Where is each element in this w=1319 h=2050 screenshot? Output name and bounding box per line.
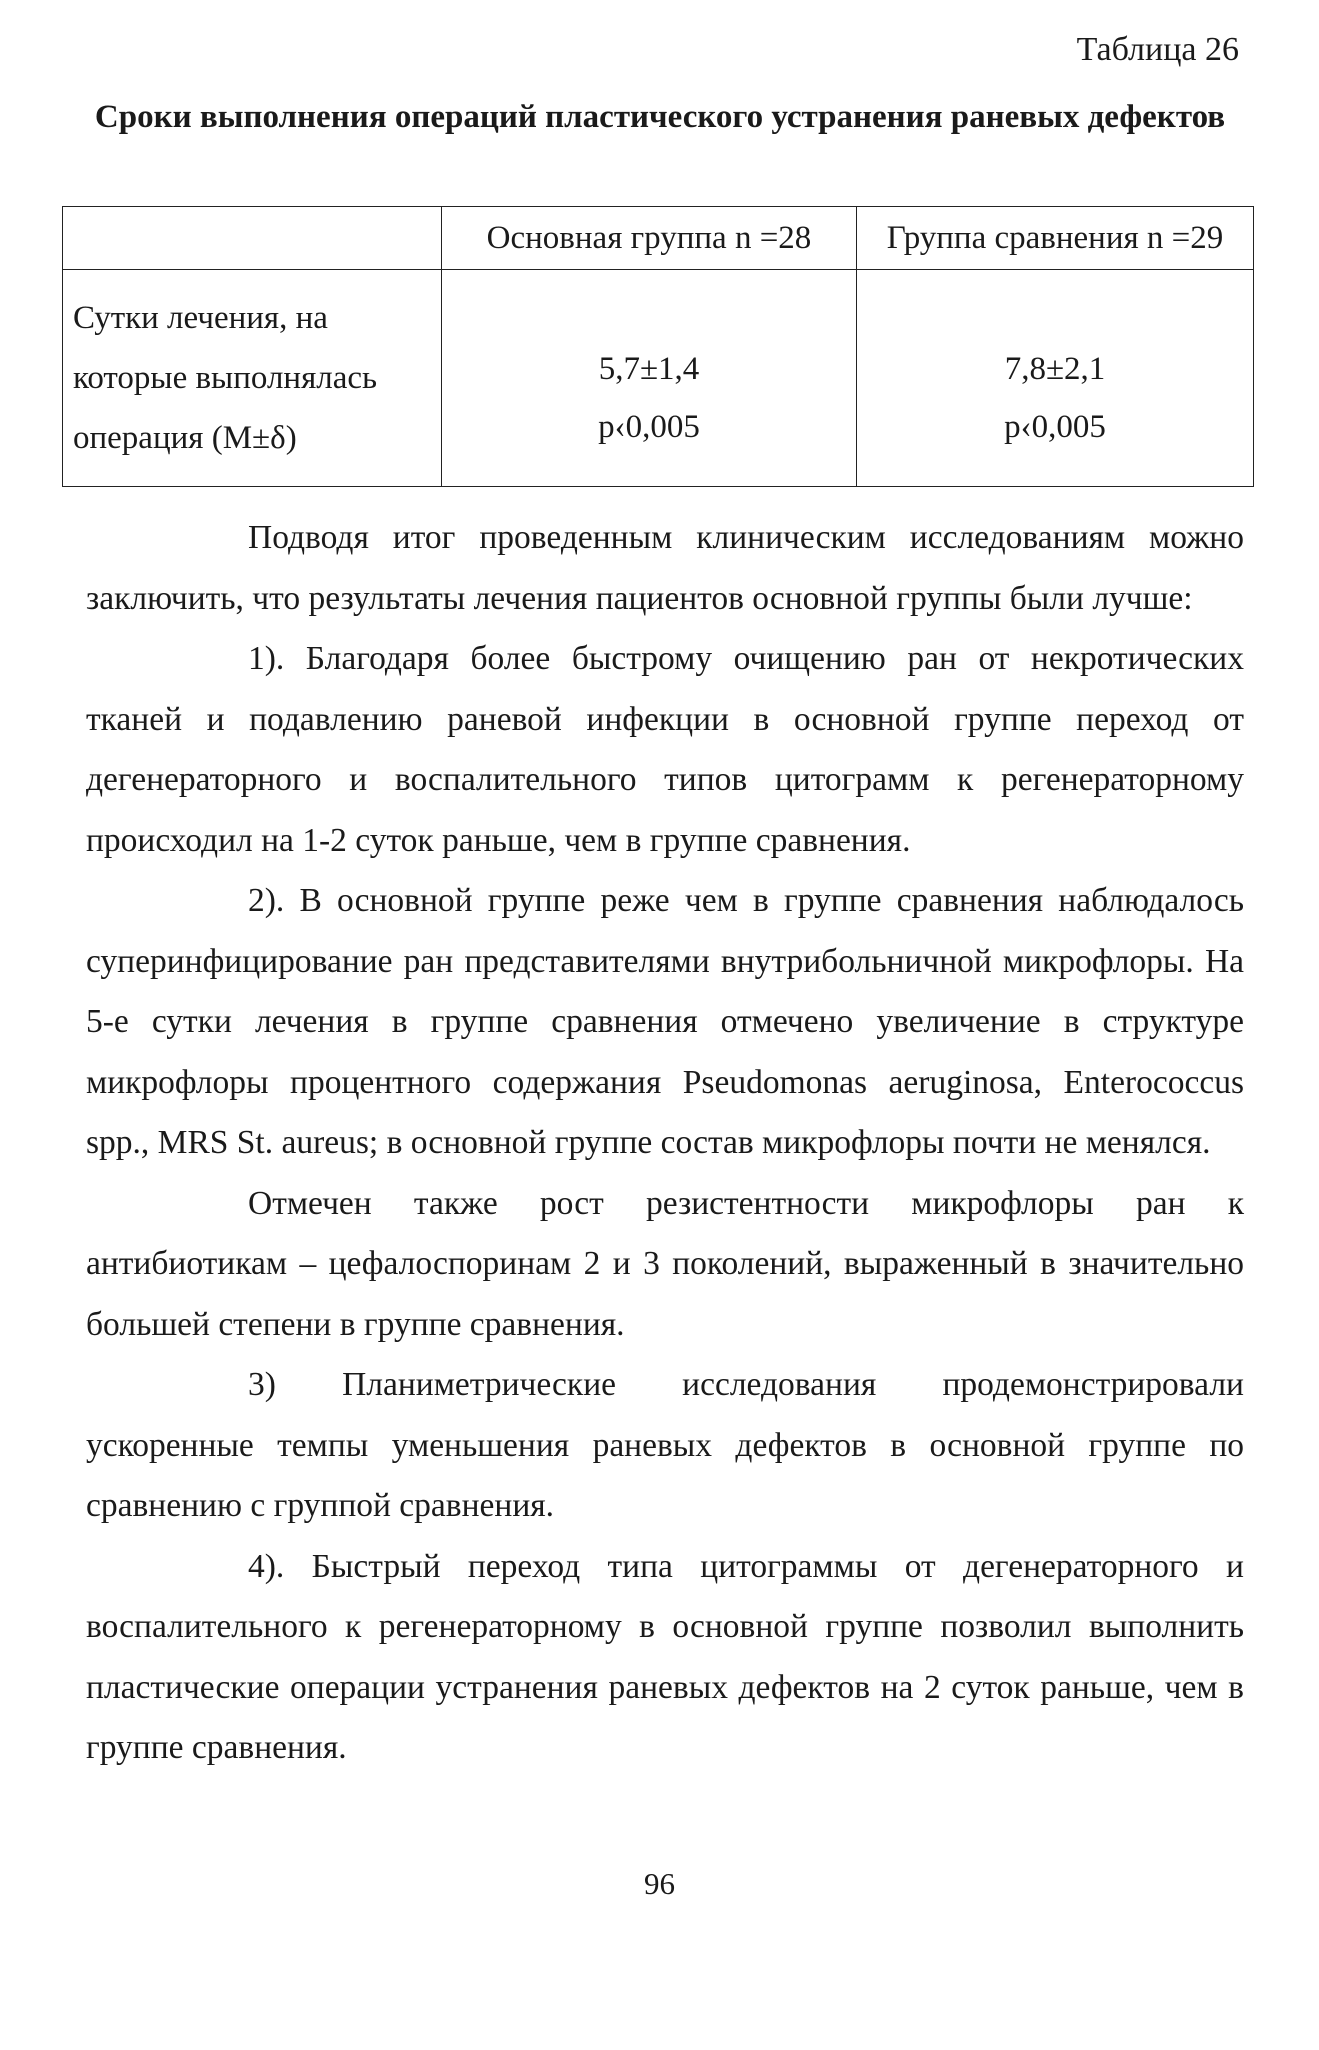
data-table [62, 206, 1254, 487]
paragraph-resistance: Отмечен также рост резистентности микрофлоры ран к антибиотикам – цефалоспоринам 2 и 3 поколений, выраженный в значительно большей степени в группе сравнения. [86, 1184, 1244, 1343]
paragraph-point-1: 1). Благодаря более быстрому очищению ран от некротических тканей и подавлению раневой инфекции в основной группе переход от дегенераторного и воспалительного типов цитограмм к регенераторному происходил на 1-2 суток раньше, чем в группе сравнения. [86, 640, 1244, 859]
comparison-group-cell [857, 270, 1254, 487]
page-number: 96 [644, 1866, 675, 1901]
paragraph-point-3: 3) Планиметрические исследования продемонстрировали ускоренные темпы уменьшения раневых дефектов в основной группе по сравнению с группой сравнения. [86, 1366, 1244, 1524]
main-group-cell [442, 270, 857, 487]
table-header-row [63, 207, 1254, 270]
row-label-line: которые выполнялась [73, 360, 378, 396]
header-cell-main-group: Основная группа n =28 [442, 207, 857, 270]
main-group-value: 5,7±1,4 [598, 351, 700, 387]
table-title: Сроки выполнения операций пластического устранения раневых дефектов [94, 99, 1226, 135]
row-label-cell [63, 270, 442, 487]
table-row [63, 270, 1254, 487]
row-label-line: Сутки лечения, на [73, 300, 328, 336]
comparison-group-p-value: p‹0,005 [1004, 409, 1106, 445]
table-label: Таблица 26 [1076, 31, 1239, 68]
paragraph-point-2: 2). В основной группе реже чем в группе сравнения наблюдалось суперинфицирование ран представителями внутрибольничной микрофлоры. На 5-е сутки лечения в группе сравнения отмечено увеличение в структуре микрофлоры процентного содержания Pseudomonas aeruginosa, Enterococcus spp., MRS St. aureus; в основной группе состав микрофлоры почти не менялся. [86, 882, 1244, 1161]
paragraph-summary: Подводя итог проведенным клиническим исследованиям можно заключить, что результаты лечения пациентов основной группы были лучше: [86, 519, 1244, 617]
paragraph-point-4: 4). Быстрый переход типа цитограммы от дегенераторного и воспалительного к регенераторному в основной группе позволил выполнить пластические операции устранения раневых дефектов на 2 суток раньше, чем в группе сравнения. [86, 1547, 1244, 1766]
header-cell-comparison-group: Группа сравнения n =29 [857, 207, 1254, 270]
body-text [86, 508, 1244, 1779]
header-cell-empty [63, 207, 442, 270]
row-label-line: операция (M±δ) [73, 420, 297, 456]
main-group-p-value: p‹0,005 [598, 409, 700, 445]
comparison-group-value: 7,8±2,1 [1004, 351, 1106, 387]
